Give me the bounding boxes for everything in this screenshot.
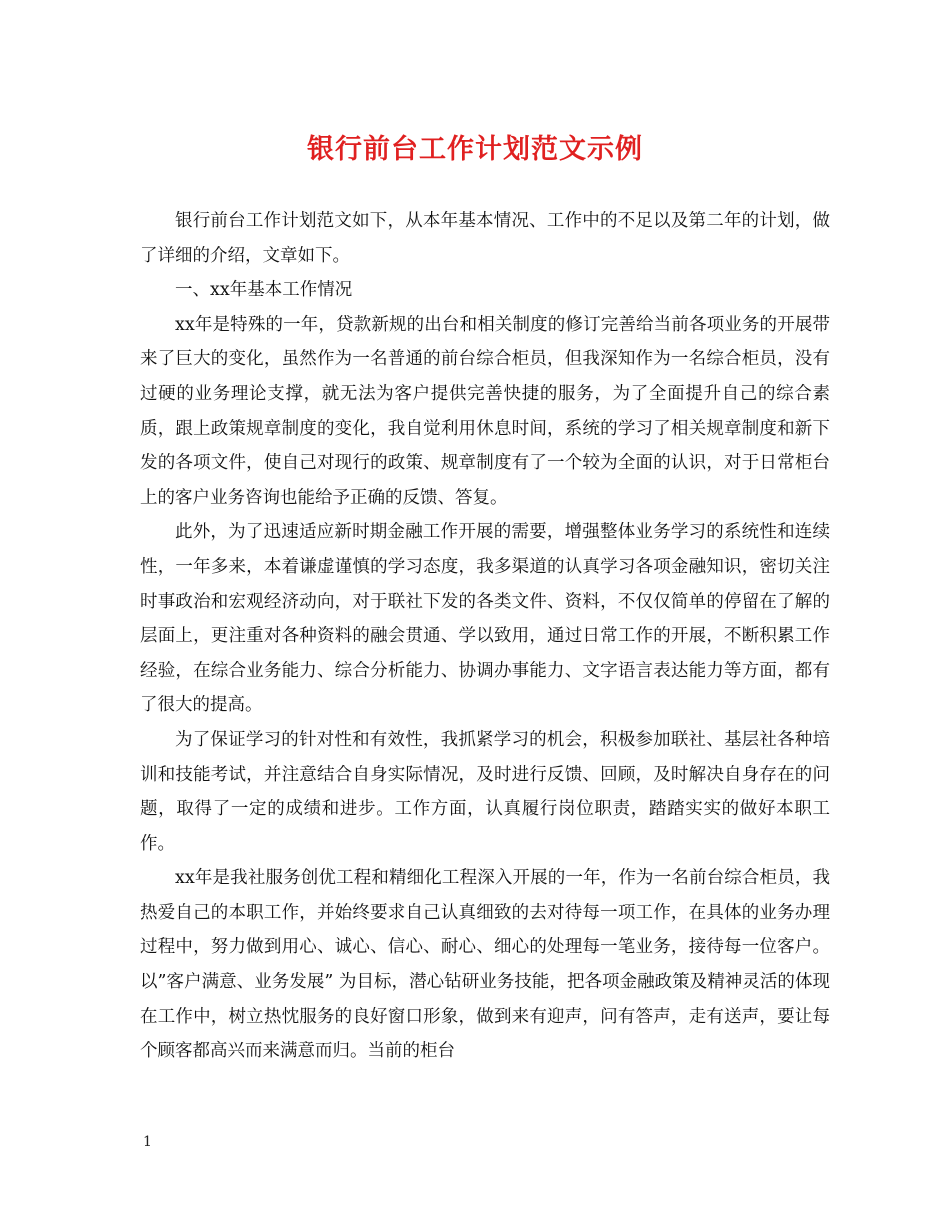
section-heading: 一、xx年基本工作情况: [175, 280, 353, 301]
document-title: 银行前台工作计划范文示例: [307, 134, 643, 165]
paragraph-4: xx年是我社服务创优工程和精细化工程深入开展的一年，作为一名前台综合柜员，我热爱自己的本职工作，并始终要求自己认真细致的去对待每一项工作，在具体的业务办理过程中，努力做到用心、诚心、信心、耐心、细心的处理每一笔业务，接待每一位客户。以”客户满意、业务发展” 为目标，潜心钻研业务技能，把各项金融政策及精神灵活的体现在工作中，树立热忱服务的良好窗口形象，做到来有迎声，问有答声，走有送声，要让每个顾客都高兴而来满意而归。当前的柜台: [140, 868, 830, 1062]
page-number: 1: [143, 1134, 152, 1150]
paragraph-2: 此外，为了迅速适应新时期金融工作开展的需要，增强整体业务学习的系统性和连续性，一年多来，本着谦虚谨慎的学习态度，我多渠道的认真学习各项金融知识，密切关注时事政治和宏观经济动向，对于联社下发的各类文件、资料，不仅仅简单的停留在了解的层面上，更注重对各种资料的融会贯通、学以致用，通过日常工作的开展，不断积累工作经验，在综合业务能力、综合分析能力、协调办事能力、文字语言表达能力等方面，都有了很大的提高。: [140, 522, 830, 716]
paragraph-1: xx年是特殊的一年，贷款新规的出台和相关制度的修订完善给当前各项业务的开展带来了巨大的变化，虽然作为一名普通的前台综合柜员，但我深知作为一名综合柜员，没有过硬的业务理论支撑，就无法为客户提供完善快捷的服务，为了全面提升自己的综合素质，跟上政策规章制度的变化，我自觉利用休息时间，系统的学习了相关规章制度和新下发的各项文件，使自己对现行的政策、规章制度有了一个较为全面的认识，对于日常柜台上的客户业务咨询也能给予正确的反馈、答复。: [140, 314, 830, 508]
paragraph-intro: 银行前台工作计划范文如下，从本年基本情况、工作中的不足以及第二年的计划，做了详细的介绍，文章如下。: [140, 211, 830, 266]
paragraph-3: 为了保证学习的针对性和有效性，我抓紧学习的机会，积极参加联社、基层社各种培训和技能考试，并注意结合自身实际情况，及时进行反馈、回顾，及时解决自身存在的问题，取得了一定的成绩和进步。工作方面，认真履行岗位职责，踏踏实实的做好本职工作。: [140, 729, 830, 854]
document-body: [140, 204, 830, 1069]
